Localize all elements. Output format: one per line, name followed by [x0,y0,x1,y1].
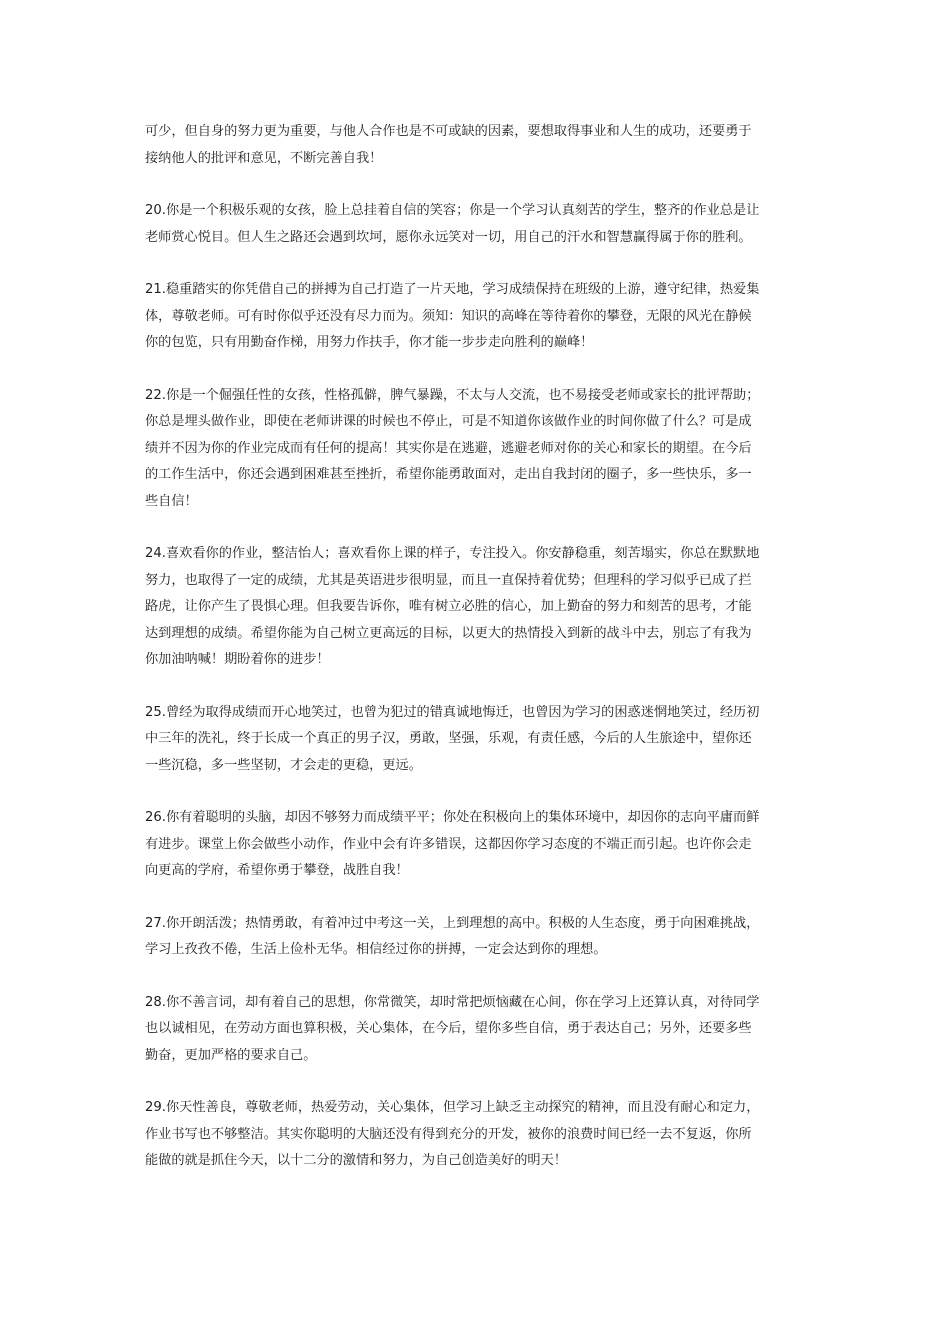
text-line: 28.你不善言词，却有着自己的思想，你常微笑，却时常把烦恼藏在心间，你在学习上还算认真，对待同学 [145,994,760,1010]
text-line: 你的包览，只有用勤奋作梯，用努力作扶手，你才能一步步走向胜利的巅峰！ [145,335,594,350]
paragraph [145,383,835,516]
text-line: 你总是埋头做作业，即使在老师讲课的时候也不停止，可是不知道你该做作业的时间你做了什么？可是成 [145,414,752,429]
text-line: 27.你开朗活泼；热情勇敢，有着冲过中考这一关，上到理想的高中。积极的人生态度，勇于向困难挑战， [145,915,760,931]
paragraph [145,990,835,1070]
text-line: 些自信！ [145,493,198,509]
text-line: 努力，也取得了一定的成绩，尤其是英语进步很明显，而且一直保持着优势；但理科的学习似乎已成了拦 [145,572,752,588]
text-line: 25.曾经为取得成绩而开心地笑过，也曾为犯过的错真诚地悔迁，也曾因为学习的困惑迷惘地笑过，经历初 [145,704,760,720]
paragraph [145,541,835,674]
text-line: 勤奋，更加严格的要求自己。 [145,1047,317,1063]
text-line: 的工作生活中，你还会遇到困难甚至挫折，希望你能勇敢面对，走出自我封闭的圈子，多一些快乐，多一 [145,467,752,482]
text-line: 21.稳重踏实的你凭借自己的拼搏为自己打造了一片天地，学习成绩保持在班级的上游，遵守纪律，热爱集 [145,282,760,297]
paragraph [145,119,835,172]
text-line: 路虎，让你产生了畏惧心理。但我要告诉你，唯有树立必胜的信心，加上勤奋的努力和刻苦的思考，才能 [145,599,752,614]
text-line: 中三年的洗礼，终于长成一个真正的男子汉，勇敢，坚强，乐观，有责任感，今后的人生旅途中，望你还 [145,731,752,746]
text-line: 26.你有着聪明的头脑，却因不够努力而成绩平平；你处在积极向上的集体环境中，却因你的志向平庸而鲜 [145,810,760,825]
text-line: 一些沉稳，多一些坚韧，才会走的更稳，更远。 [145,757,422,773]
text-line: 向更高的学府，希望你勇于攀登，战胜自我！ [145,863,409,878]
text-line: 你加油呐喊！期盼着你的进步！ [145,652,330,667]
text-line: 也以诚相见，在劳动方面也算积极，关心集体，在今后，望你多些自信，勇于表达自己；另外，还要多些 [145,1021,752,1036]
paragraph [145,700,835,780]
text-line: 能做的就是抓住今天，以十二分的激情和努力，为自己创造美好的明天！ [145,1153,567,1168]
paragraph [145,198,835,251]
paragraph [145,911,835,964]
paragraph [145,805,835,885]
paragraph [145,1095,835,1175]
paragraph [145,277,835,357]
text-line: 学习上孜孜不倦，生活上俭朴无华。相信经过你的拼搏，一定会达到你的理想。 [145,942,607,957]
text-line: 可少，但自身的努力更为重要，与他人合作也是不可或缺的因素，要想取得事业和人生的成功，还要勇于 [145,124,752,139]
text-line: 有进步。课堂上你会做些小动作，作业中会有许多错误，这都因你学习态度的不端正而引起。也许你会走 [145,836,752,852]
text-line: 22.你是一个倔强任性的女孩，性格孤僻，脾气暴躁，不太与人交流，也不易接受老师或家长的批评帮助； [145,387,760,403]
text-line: 绩并不因为你的作业完成而有任何的提高！其实你是在逃避，逃避老师对你的关心和家长的期望。在今后 [145,440,752,456]
text-line: 24.喜欢看你的作业，整洁怡人；喜欢看你上课的样子，专注投入。你安静稳重，刻苦塌实，你总在默默地 [145,546,760,561]
text-line: 体，尊敬老师。可有时你似乎还没有尽力而为。须知：知识的高峰在等待着你的攀登，无限的风光在静候 [145,308,752,324]
text-line: 达到理想的成绩。希望你能为自己树立更高远的目标，以更大的热情投入到新的战斗中去，别忘了有我为 [145,625,752,641]
text-line: 29.你天性善良，尊敬老师，热爱劳动，关心集体，但学习上缺乏主动探究的精神，而且没有耐心和定力， [145,1100,760,1115]
text-line: 20.你是一个积极乐观的女孩，脸上总挂着自信的笑容；你是一个学习认真刻苦的学生，整齐的作业总是让 [145,203,760,218]
text-line: 接纳他人的批评和意见，不断完善自我！ [145,150,383,166]
text-line: 作业书写也不够整洁。其实你聪明的大脑还没有得到充分的开发，被你的浪费时间已经一去不复返，你所 [145,1126,752,1142]
document-body [145,119,835,1201]
text-line: 老师赏心悦目。但人生之路还会遇到坎坷，愿你永远笑对一切，用自己的汗水和智慧赢得属于你的胜利。 [145,229,752,245]
